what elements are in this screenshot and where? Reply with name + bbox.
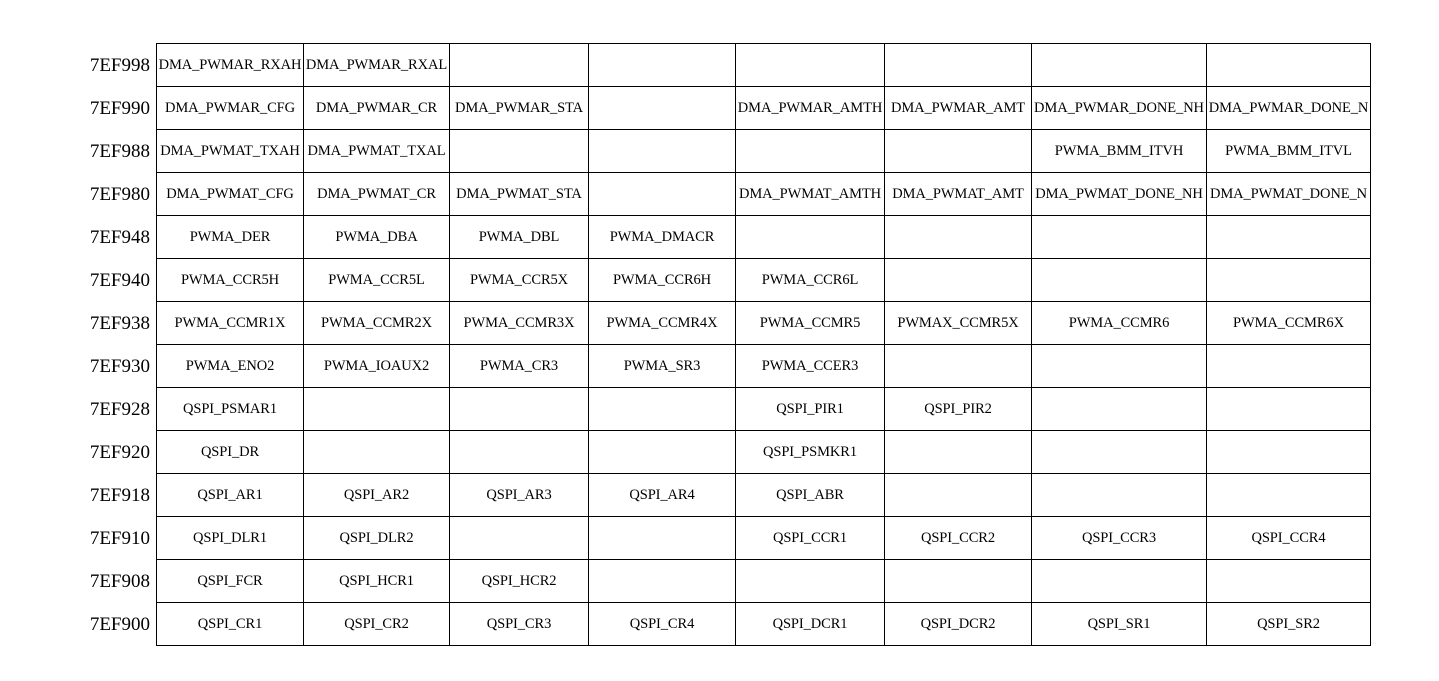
register-cell: [589, 173, 736, 216]
register-cell: PWMA_CCMR5: [736, 302, 885, 345]
register-cell: QSPI_SR2: [1207, 603, 1371, 646]
register-cell: DMA_PWMAR_AMTH: [736, 87, 885, 130]
register-cell: [1032, 431, 1207, 474]
table-row: [157, 560, 1371, 603]
register-cell: [589, 431, 736, 474]
table-row: [157, 173, 1371, 216]
register-cell: [589, 388, 736, 431]
register-cell: DMA_PWMAT_CR: [304, 173, 450, 216]
table-row: [157, 517, 1371, 560]
register-cell: QSPI_AR4: [589, 474, 736, 517]
register-cell: QSPI_CR4: [589, 603, 736, 646]
table-row: [157, 216, 1371, 259]
register-cell: PWMA_CCR6H: [589, 259, 736, 302]
register-cell: PWMA_BMM_ITVL: [1207, 130, 1371, 173]
register-cell: [1032, 560, 1207, 603]
register-cell: [1207, 388, 1371, 431]
register-cell: QSPI_CR2: [304, 603, 450, 646]
register-cell: PWMA_CCMR3X: [450, 302, 589, 345]
register-cell: DMA_PWMAR_RXAL: [304, 44, 450, 87]
table-row: [157, 259, 1371, 302]
register-cell: [450, 431, 589, 474]
register-cell: [1207, 216, 1371, 259]
register-cell: PWMA_IOAUX2: [304, 345, 450, 388]
register-cell: [885, 130, 1032, 173]
register-cell: QSPI_PIR2: [885, 388, 1032, 431]
register-map: [80, 43, 1371, 646]
register-cell: [1207, 44, 1371, 87]
register-cell: PWMA_CCMR2X: [304, 302, 450, 345]
register-cell: QSPI_DLR2: [304, 517, 450, 560]
register-cell: PWMA_CCMR1X: [157, 302, 304, 345]
register-cell: DMA_PWMAT_TXAL: [304, 130, 450, 173]
register-cell: [589, 87, 736, 130]
row-address: 7EF928: [89, 399, 150, 420]
register-cell: QSPI_FCR: [157, 560, 304, 603]
register-cell: DMA_PWMAT_DONE_N: [1207, 173, 1371, 216]
register-cell: [589, 517, 736, 560]
register-cell: PWMA_CCR6L: [736, 259, 885, 302]
table-row: [157, 130, 1371, 173]
register-cell: QSPI_AR2: [304, 474, 450, 517]
register-cell: QSPI_CR3: [450, 603, 589, 646]
row-address: 7EF948: [89, 227, 150, 248]
register-cell: [1032, 388, 1207, 431]
register-cell: QSPI_PIR1: [736, 388, 885, 431]
row-address: 7EF940: [89, 270, 150, 291]
register-cell: PWMA_CCR5H: [157, 259, 304, 302]
register-cell: DMA_PWMAR_DONE_NH: [1032, 87, 1207, 130]
register-cell: QSPI_HCR1: [304, 560, 450, 603]
register-cell: [736, 130, 885, 173]
row-address: 7EF990: [89, 98, 150, 119]
register-cell: DMA_PWMAT_DONE_NH: [1032, 173, 1207, 216]
register-cell: [450, 388, 589, 431]
register-cell: [304, 388, 450, 431]
register-cell: QSPI_CCR2: [885, 517, 1032, 560]
address-column: [80, 43, 156, 646]
register-cell: QSPI_DLR1: [157, 517, 304, 560]
row-address: 7EF920: [89, 442, 150, 463]
row-address: 7EF988: [89, 141, 150, 162]
register-cell: [736, 44, 885, 87]
register-cell: DMA_PWMAT_AMT: [885, 173, 1032, 216]
register-cell: DMA_PWMAT_STA: [450, 173, 589, 216]
register-cell: PWMA_ENO2: [157, 345, 304, 388]
register-cell: [1207, 345, 1371, 388]
register-cell: PWMA_DBL: [450, 216, 589, 259]
register-cell: PWMA_DMACR: [589, 216, 736, 259]
table-row: [157, 431, 1371, 474]
register-cell: PWMA_CCR5L: [304, 259, 450, 302]
register-cell: [589, 130, 736, 173]
row-address: 7EF980: [89, 184, 150, 205]
register-cell: [885, 259, 1032, 302]
register-cell: [1207, 474, 1371, 517]
register-cell: QSPI_AR1: [157, 474, 304, 517]
row-address: 7EF900: [89, 614, 150, 635]
register-cell: DMA_PWMAR_CR: [304, 87, 450, 130]
register-cell: [885, 560, 1032, 603]
register-table: [156, 43, 1371, 646]
row-address: 7EF910: [89, 528, 150, 549]
register-cell: PWMA_BMM_ITVH: [1032, 130, 1207, 173]
register-cell: QSPI_DR: [157, 431, 304, 474]
register-cell: QSPI_PSMKR1: [736, 431, 885, 474]
register-cell: [736, 560, 885, 603]
register-cell: DMA_PWMAT_TXAH: [157, 130, 304, 173]
register-cell: [1207, 431, 1371, 474]
register-cell: QSPI_CCR4: [1207, 517, 1371, 560]
register-cell: [736, 216, 885, 259]
register-cell: [1207, 560, 1371, 603]
register-cell: [304, 431, 450, 474]
row-address: 7EF918: [89, 485, 150, 506]
register-cell: PWMA_SR3: [589, 345, 736, 388]
register-cell: QSPI_ABR: [736, 474, 885, 517]
register-cell: [1032, 345, 1207, 388]
register-cell: QSPI_DCR1: [736, 603, 885, 646]
row-address: 7EF930: [89, 356, 150, 377]
register-cell: PWMAX_CCMR5X: [885, 302, 1032, 345]
table-row: [157, 87, 1371, 130]
register-cell: [885, 474, 1032, 517]
register-cell: [450, 44, 589, 87]
register-cell: DMA_PWMAT_CFG: [157, 173, 304, 216]
register-cell: DMA_PWMAR_CFG: [157, 87, 304, 130]
register-cell: PWMA_CCMR6: [1032, 302, 1207, 345]
register-cell: DMA_PWMAR_RXAH: [157, 44, 304, 87]
register-cell: PWMA_DBA: [304, 216, 450, 259]
register-cell: PWMA_CCMR6X: [1207, 302, 1371, 345]
register-cell: QSPI_AR3: [450, 474, 589, 517]
register-cell: [885, 216, 1032, 259]
register-cell: [1032, 259, 1207, 302]
row-address: 7EF908: [89, 571, 150, 592]
register-cell: QSPI_CR1: [157, 603, 304, 646]
register-cell: PWMA_CCMR4X: [589, 302, 736, 345]
register-cell: QSPI_SR1: [1032, 603, 1207, 646]
register-cell: [589, 44, 736, 87]
register-cell: PWMA_CCER3: [736, 345, 885, 388]
register-cell: PWMA_CR3: [450, 345, 589, 388]
register-cell: PWMA_CCR5X: [450, 259, 589, 302]
register-cell: DMA_PWMAR_STA: [450, 87, 589, 130]
register-cell: [885, 44, 1032, 87]
table-row: [157, 44, 1371, 87]
register-cell: [1032, 216, 1207, 259]
register-cell: [450, 130, 589, 173]
register-cell: [885, 345, 1032, 388]
register-cell: DMA_PWMAT_AMTH: [736, 173, 885, 216]
table-row: [157, 474, 1371, 517]
register-cell: QSPI_HCR2: [450, 560, 589, 603]
row-address: 7EF938: [89, 313, 150, 334]
register-cell: QSPI_PSMAR1: [157, 388, 304, 431]
register-cell: [1032, 44, 1207, 87]
register-cell: [450, 517, 589, 560]
register-cell: [589, 560, 736, 603]
table-row: [157, 302, 1371, 345]
register-cell: QSPI_CCR1: [736, 517, 885, 560]
register-cell: DMA_PWMAR_AMT: [885, 87, 1032, 130]
register-cell: QSPI_DCR2: [885, 603, 1032, 646]
register-cell: [1032, 474, 1207, 517]
register-cell: DMA_PWMAR_DONE_N: [1207, 87, 1371, 130]
table-row: [157, 388, 1371, 431]
table-row: [157, 345, 1371, 388]
row-address: 7EF998: [89, 55, 150, 76]
register-cell: [885, 431, 1032, 474]
register-cell: QSPI_CCR3: [1032, 517, 1207, 560]
table-row: [157, 603, 1371, 646]
register-cell: PWMA_DER: [157, 216, 304, 259]
register-cell: [1207, 259, 1371, 302]
